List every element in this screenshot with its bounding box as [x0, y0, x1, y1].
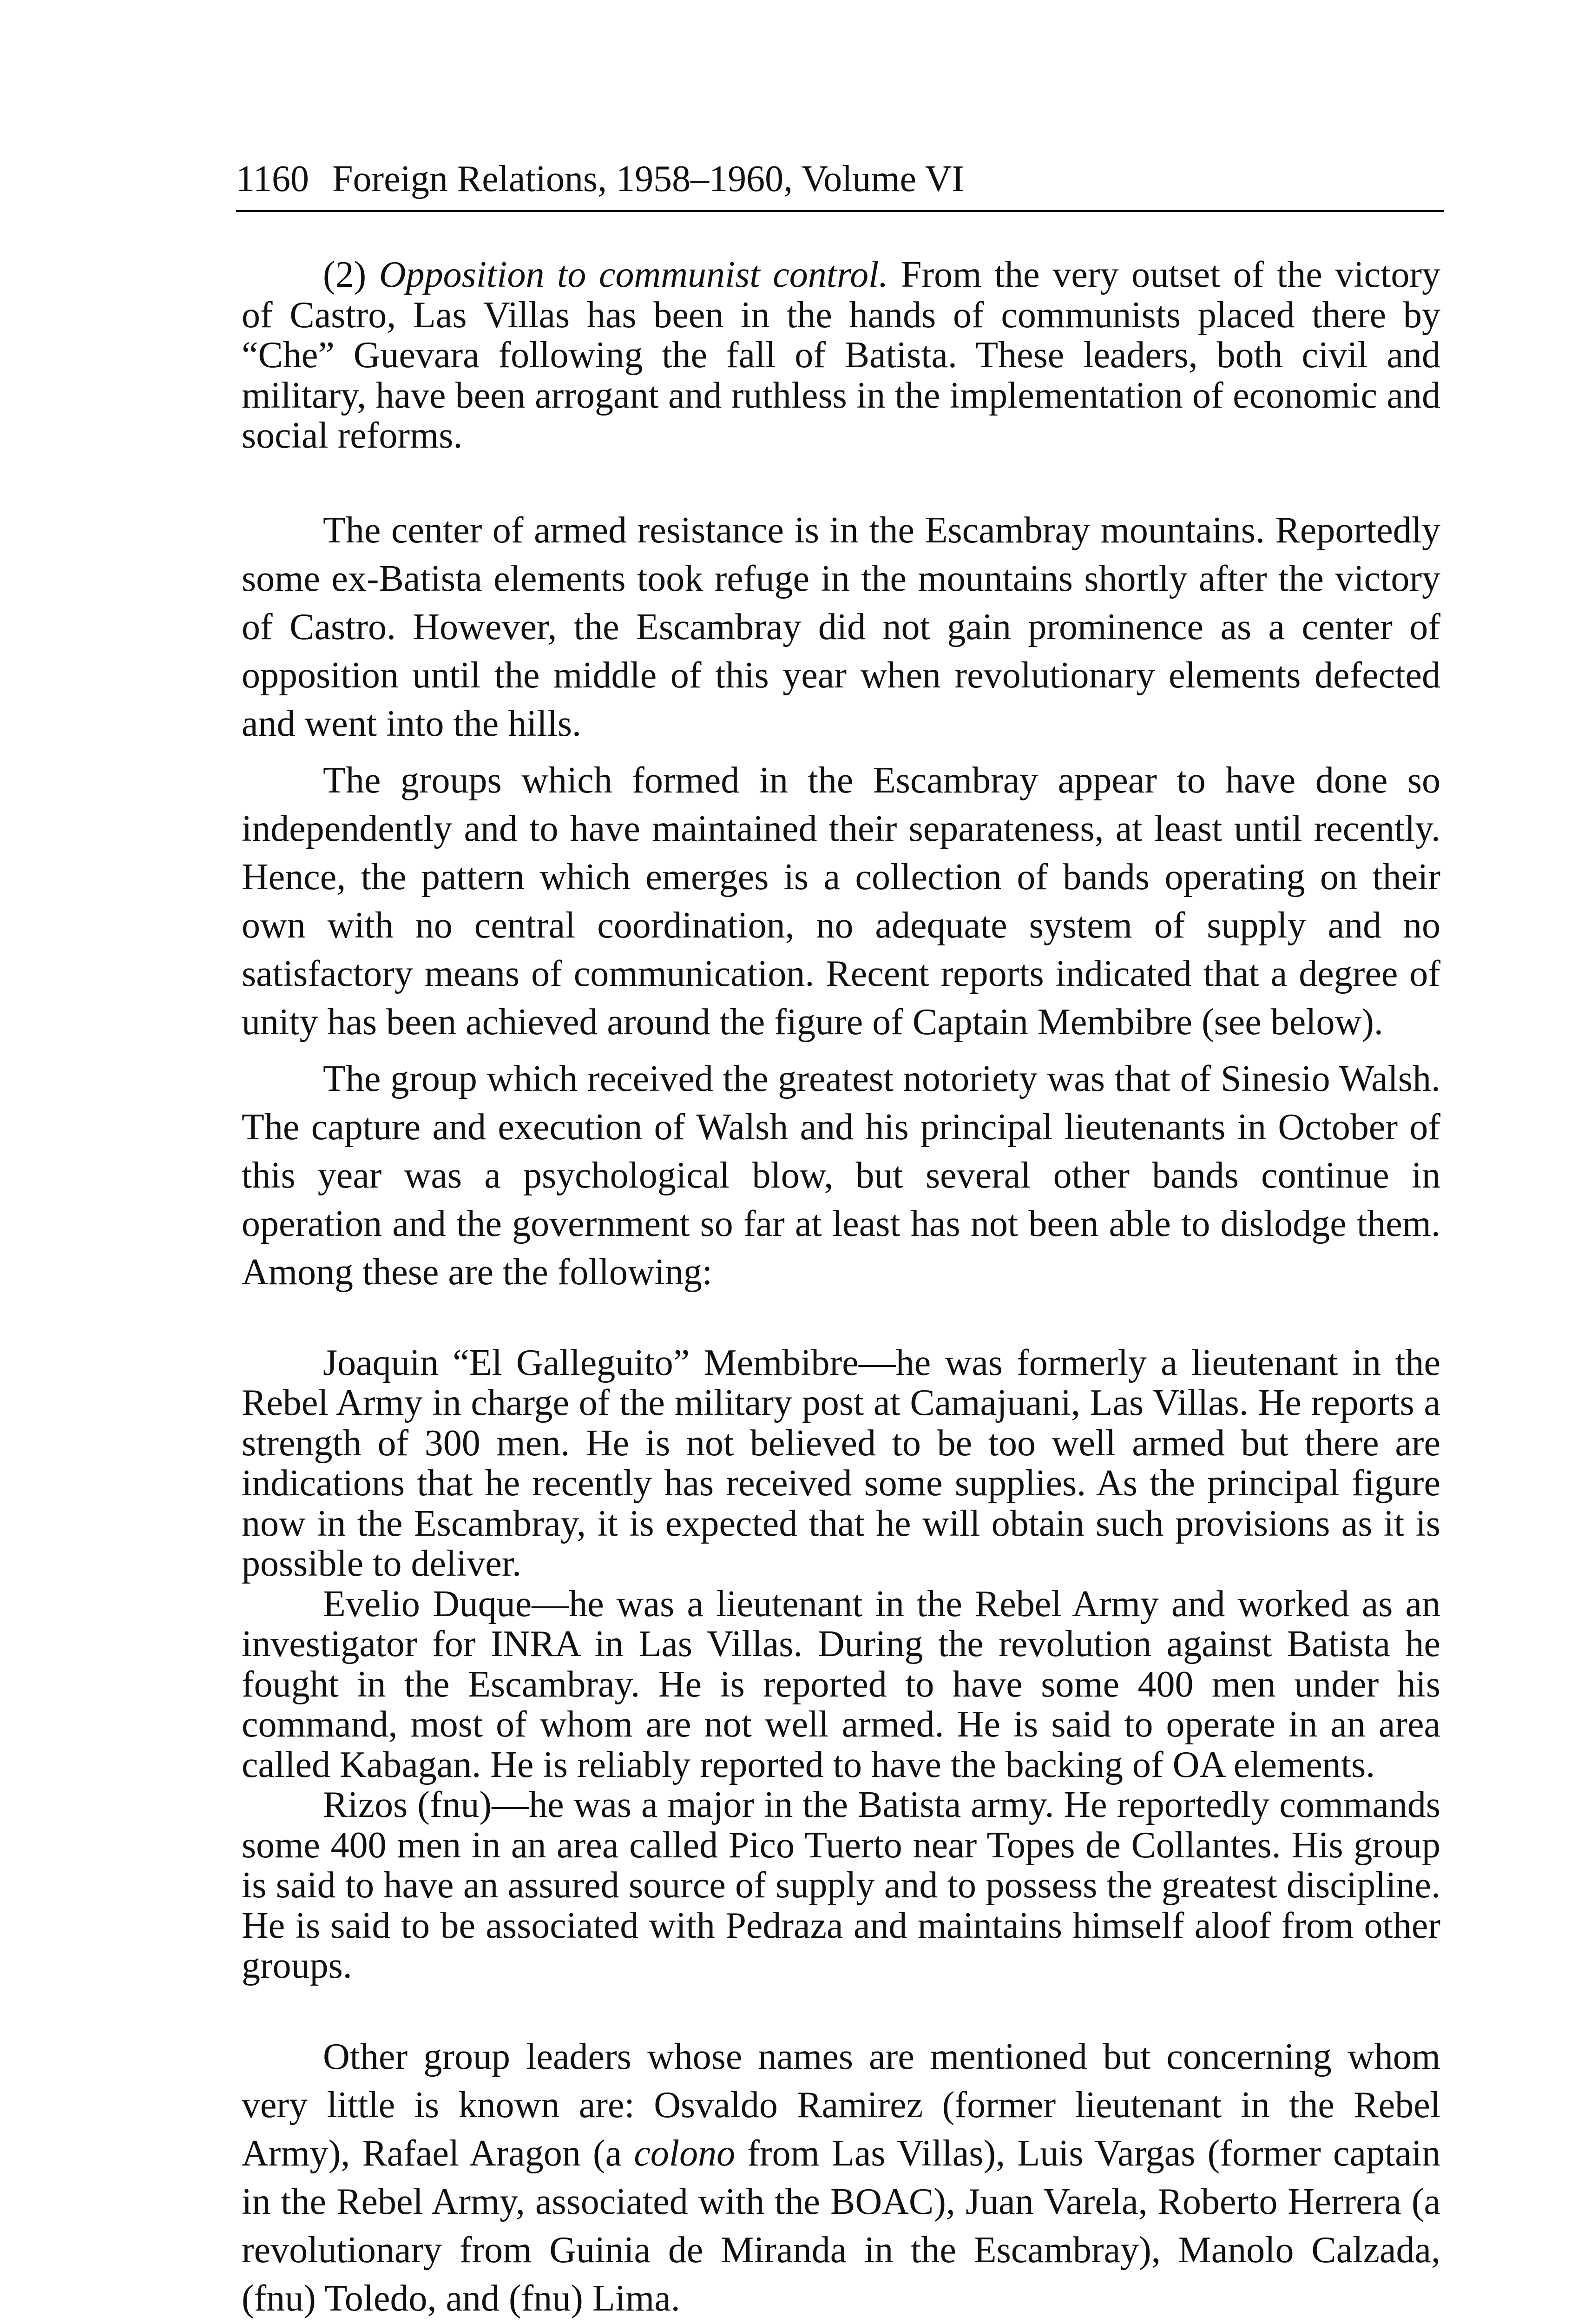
colono-term: colono — [634, 2133, 736, 2174]
leader-entry-membibre: Joaquin “El Galleguito” Membibre—he was formerly a lieutenant in the Rebel Army in charge of the military post at Camajuani, Las Villas. He reports a strength of 300 men. He is not believed to be too well armed but there are indications that he recently has received some supplies. As the principal figure now in the Escambray, it is expected that he will obtain such provisions as it is possible to deliver. — [242, 1342, 1440, 1584]
running-header — [236, 153, 1444, 205]
other-leaders-text-end: from Las Villas), Luis Vargas (former captain in the Rebel Army, associated with the BOAC), Juan Varela, Roberto Herrera (a revolutionary from Guinia de Miranda in the Escambray), Manolo Calzada, (fnu) Toledo, and (fnu) Lima. — [242, 2133, 1441, 2319]
paragraph-other-leaders — [242, 2033, 1440, 2323]
paragraph-walsh-group: The group which received the greatest notoriety was that of Sinesio Walsh. The capture and execution of Walsh and his principal lieutenants in October of this year was a psychological blow, but several other bands continue in operation and the government so far at least has not been able to dislodge them. Among these are the following: — [242, 1058, 1440, 1293]
leader-entry-rizos: Rizos (fnu)—he was a major in the Batista army. He reportedly commands some 400 men in an area called Pico Tuerto near Topes de Collantes. His group is said to have an assured source of supply and to possess the greatest discipline. He is said to be associated with Pedraza and maintains himself aloof from other groups. — [242, 1784, 1440, 1986]
section-heading: Opposition to communist control. — [379, 254, 888, 295]
section-number: (2) — [323, 254, 379, 295]
paragraph-groups-formed: The groups which formed in the Escambray appear to have done so independently and to have maintained their separateness, at least until recently. Hence, the pattern which emerges is a collection of bands operating on their own with no central coordination, no adequate system of supply and no satisfactory means of communication. Recent reports indicated that a degree of unity has been achieved around the figure of Captain Membibre (see below). — [242, 759, 1440, 1043]
other-leaders-text-start: Other group leaders whose names are mentioned but concerning whom very little is known are: Osvaldo Ramirez (former lieutenant in the Rebel Army), Rafael Aragon (a — [242, 2036, 1440, 2174]
section-text: From the very outset of the victory of Castro, Las Villas has been in the hands of communists placed there by “Che” Guevara following the fall of Batista. These leaders, both civil and military, have been arrogant and ruthless in the implementation of economic and social reforms. — [242, 254, 1441, 456]
header-rule — [236, 210, 1444, 212]
section-opposition-paragraph — [242, 255, 1440, 456]
running-title: Foreign Relations, 1958–1960, Volume VI — [332, 158, 965, 199]
page-number: 1160 — [236, 158, 309, 199]
paragraph-escambray-center: The center of armed resistance is in the Escambray mountains. Reportedly some ex-Batista elements took refuge in the mountains shortly after the victory of Castro. However, the Escambray did not gain prominence as a center of opposition until the middle of this year when revolutionary elements defected and went into the hills. — [242, 509, 1440, 744]
body-text — [242, 255, 1440, 2323]
leader-entry-duque: Evelio Duque—he was a lieutenant in the Rebel Army and worked as an investigator for INRA in Las Villas. During the revolution against Batista he fought in the Escambray. He is reported to have some 400 men under his command, most of whom are not well armed. He is said to operate in an area called Kabagan. He is reliably reported to have the backing of OA elements. — [242, 1583, 1440, 1785]
